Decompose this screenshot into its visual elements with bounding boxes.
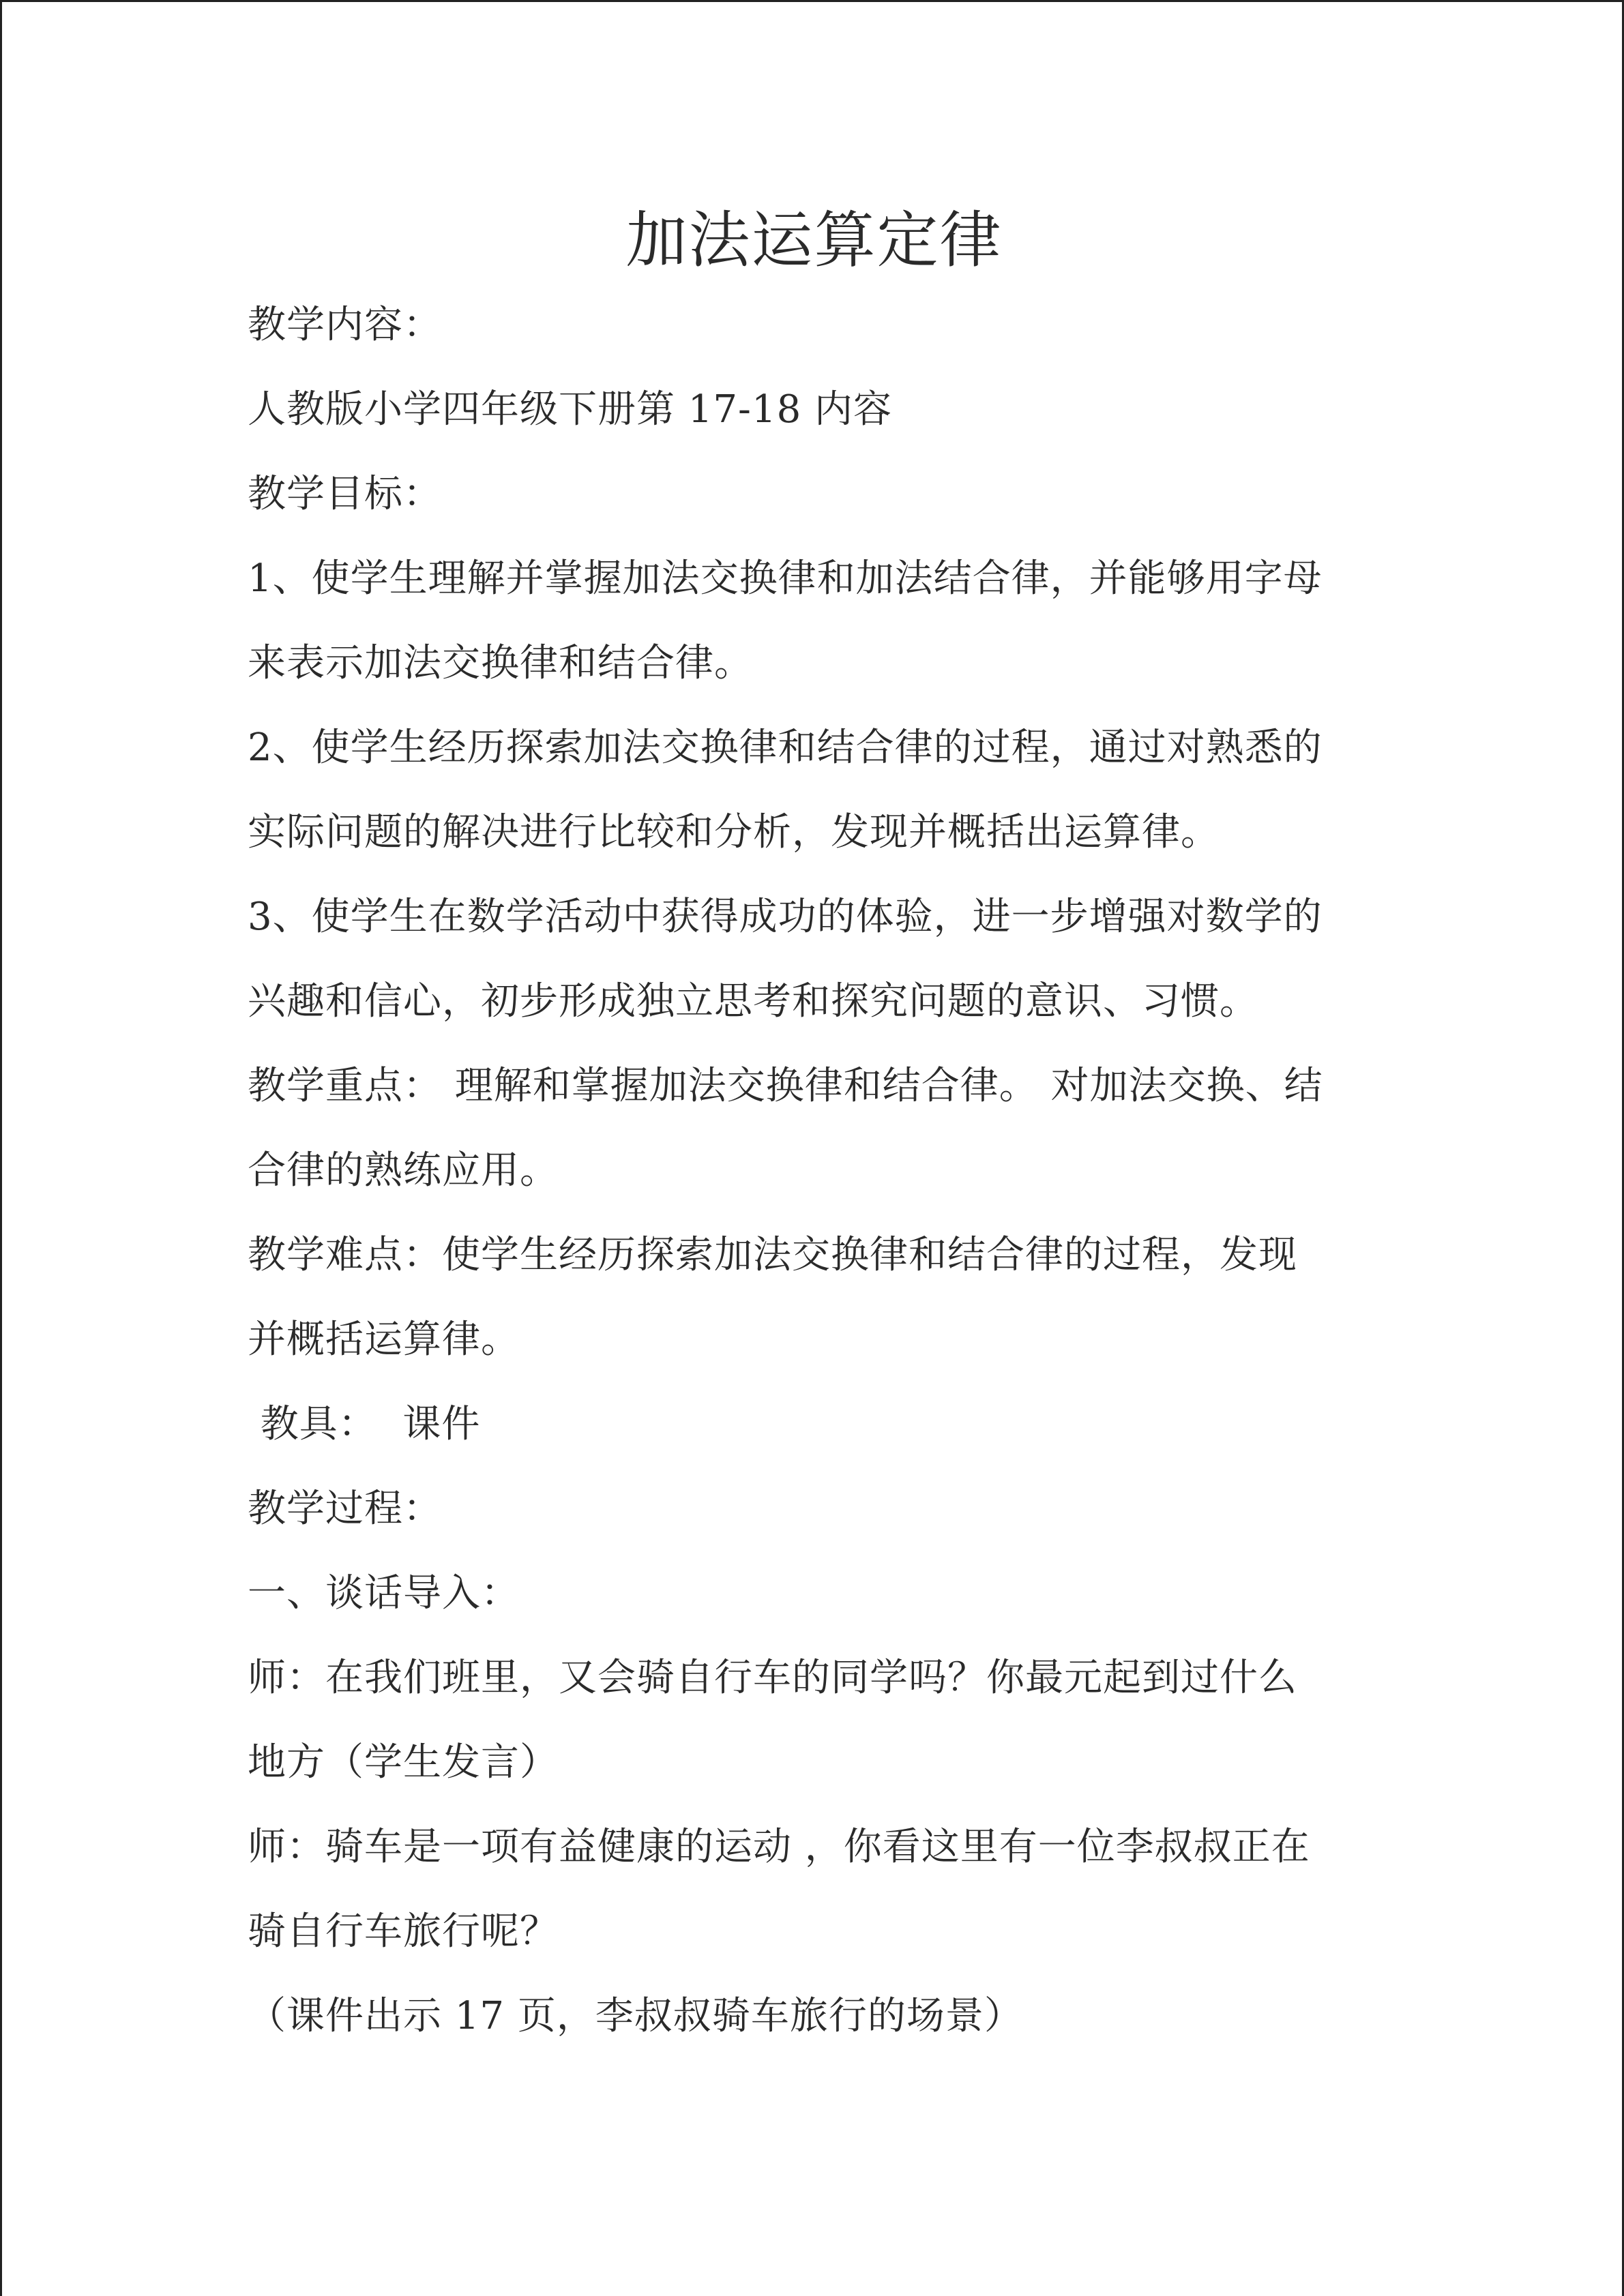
label-difficulties: 教学难点：使学生经历探索加法交换律和结合律的过程，发现 — [248, 1233, 1297, 1277]
document-body — [248, 283, 1407, 2059]
paragraph-line: 2、使学生经历探索加法交换律和结合律的过程，通过对熟悉的 — [248, 726, 1323, 770]
paragraph-line: 师：在我们班里，又会骑自行车的同学吗？你最元起到过什么 — [248, 1656, 1297, 1700]
label-key-points: 教学重点： 理解和掌握加法交换律和结合律。 对加法交换、结 — [248, 1064, 1323, 1108]
paragraph-line: 人教版小学四年级下册第 17-18 内容 — [248, 387, 893, 432]
paragraph-line: 实际问题的解决进行比较和分析，发现并概括出运算律。 — [248, 810, 1220, 854]
paragraph-line: 骑自行车旅行呢？ — [248, 1909, 559, 1954]
document-title: 加法运算定律 — [625, 205, 1003, 276]
section-heading: 一、谈话导入： — [248, 1571, 520, 1615]
paragraph-line: 兴趣和信心，初步形成独立思考和探究问题的意识、习惯。 — [248, 979, 1258, 1024]
label-teaching-goals: 教学目标： — [248, 472, 442, 516]
paragraph-line: （课件出示 17 页，李叔叔骑车旅行的场景） — [248, 1994, 1023, 2038]
paragraph-line: 1、使学生理解并掌握加法交换律和加法结合律，并能够用字母 — [248, 556, 1323, 601]
label-teaching-aids: 教具： 课件 — [248, 1402, 481, 1446]
paragraph-line: 师：骑车是一项有益健康的运动 ，你看这里有一位李叔叔正在 — [248, 1825, 1310, 1869]
paragraph-line: 合律的熟练应用。 — [248, 1148, 559, 1193]
paragraph-line: 地方（学生发言） — [248, 1740, 559, 1785]
paragraph-line: 并概括运算律。 — [248, 1317, 520, 1362]
label-teaching-process: 教学过程： — [248, 1487, 442, 1531]
paragraph-line: 3、使学生在数学活动中获得成功的体验，进一步增强对数学的 — [248, 895, 1323, 939]
paragraph-line: 来表示加法交换律和结合律。 — [248, 641, 753, 685]
label-teaching-content: 教学内容： — [248, 303, 442, 347]
